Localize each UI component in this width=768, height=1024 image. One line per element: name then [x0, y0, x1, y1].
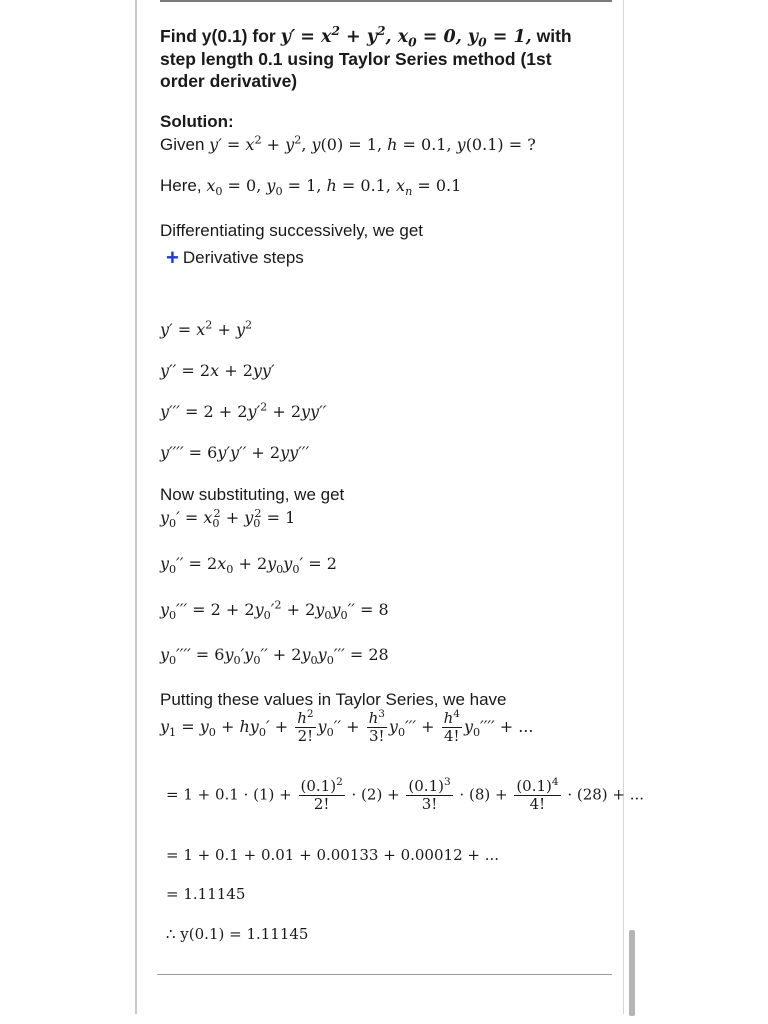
scrollbar-thumb[interactable]: [629, 930, 635, 1016]
question-equation-symbol: y′: [280, 27, 296, 47]
derivative-3: $y''' = 2 + 2y'^2 + 2yy''$: [160, 400, 327, 421]
substituting-text: Now substituting, we get: [160, 485, 345, 504]
derivative-steps-label: Derivative steps: [182, 248, 304, 267]
differentiating-text: Differentiating successively, we get: [160, 221, 423, 240]
here-label: Here,: [160, 176, 202, 195]
here-values: $x_0 = 0$, $y_0 = 1$, h = 0.1, $x_n = 0.1$: [206, 176, 462, 199]
question-equation: = $x^2 + y^2$, $x_0 = 0$, $y_0 = 1$,: [300, 23, 532, 50]
given-line: [160, 135, 536, 155]
taylor-substituted: = 1 + 0.1 · (1) + $\frac{(0.1)^2}{2!}$ · (2) + $\frac{(0.1)^3}{3!}$ · (8) + $\frac{(0.1)^4}{4!}$ · (28) + ...: [166, 776, 645, 813]
derivative-steps-toggle[interactable]: [166, 245, 304, 271]
plus-icon: +: [166, 245, 179, 270]
question-suffix: with step length 0.1 using Taylor Series method (1st order derivative): [160, 26, 572, 91]
taylor-series-formula: $y_1 = y_0 + hy_0'$ + $\frac{h^2}{2!}$ $y_0''$ + $\frac{h^3}{3!}$ $y_0'''$ + $\frac{h^4}{4!}$ $y_0''''$ + ...: [160, 708, 534, 745]
substitution-4: $y_0'''' = 6y_0'y_0'' + 2y_0y_0''' = 28$: [160, 645, 389, 668]
solution-heading: Solution:: [160, 112, 234, 131]
top-divider: [160, 0, 612, 2]
taylor-text: Putting these values in Taylor Series, we have: [160, 690, 507, 709]
given-equation: $y' = x^2 + y^2$, y(0) = 1, h = 0.1, y(0.1) = ?: [209, 133, 536, 154]
substitution-3: $y_0''' = 2 + 2y_0'^2 + 2y_0y_0'' = 8$: [160, 598, 389, 623]
derivative-1: $y' = x^2 + y^2$: [160, 318, 253, 339]
derivative-4: y′′′′ = 6y′y′′ + 2yy′′′: [160, 443, 310, 462]
final-answer: ∴ y(0.1) = 1.11145: [166, 925, 309, 943]
substitution-2: $y_0'' = 2x_0 + 2y_0y_0' = 2$: [160, 554, 337, 577]
content-left-border: [135, 0, 137, 1014]
taylor-sum-result: = 1.11145: [166, 885, 246, 903]
question-text: [160, 25, 600, 92]
bottom-divider: [157, 974, 612, 975]
derivative-2: y′′ = 2x + 2yy′: [160, 361, 275, 380]
given-label: Given: [160, 135, 205, 154]
question-prefix: Find y(0.1) for: [160, 26, 281, 46]
here-line: [160, 176, 462, 199]
taylor-sum-terms: = 1 + 0.1 + 0.01 + 0.00133 + 0.00012 + ...: [166, 846, 500, 864]
content-right-border: [623, 0, 624, 1014]
substitution-1: $y_0' = x_0^2 + y_0^2 = 1$: [160, 506, 296, 531]
